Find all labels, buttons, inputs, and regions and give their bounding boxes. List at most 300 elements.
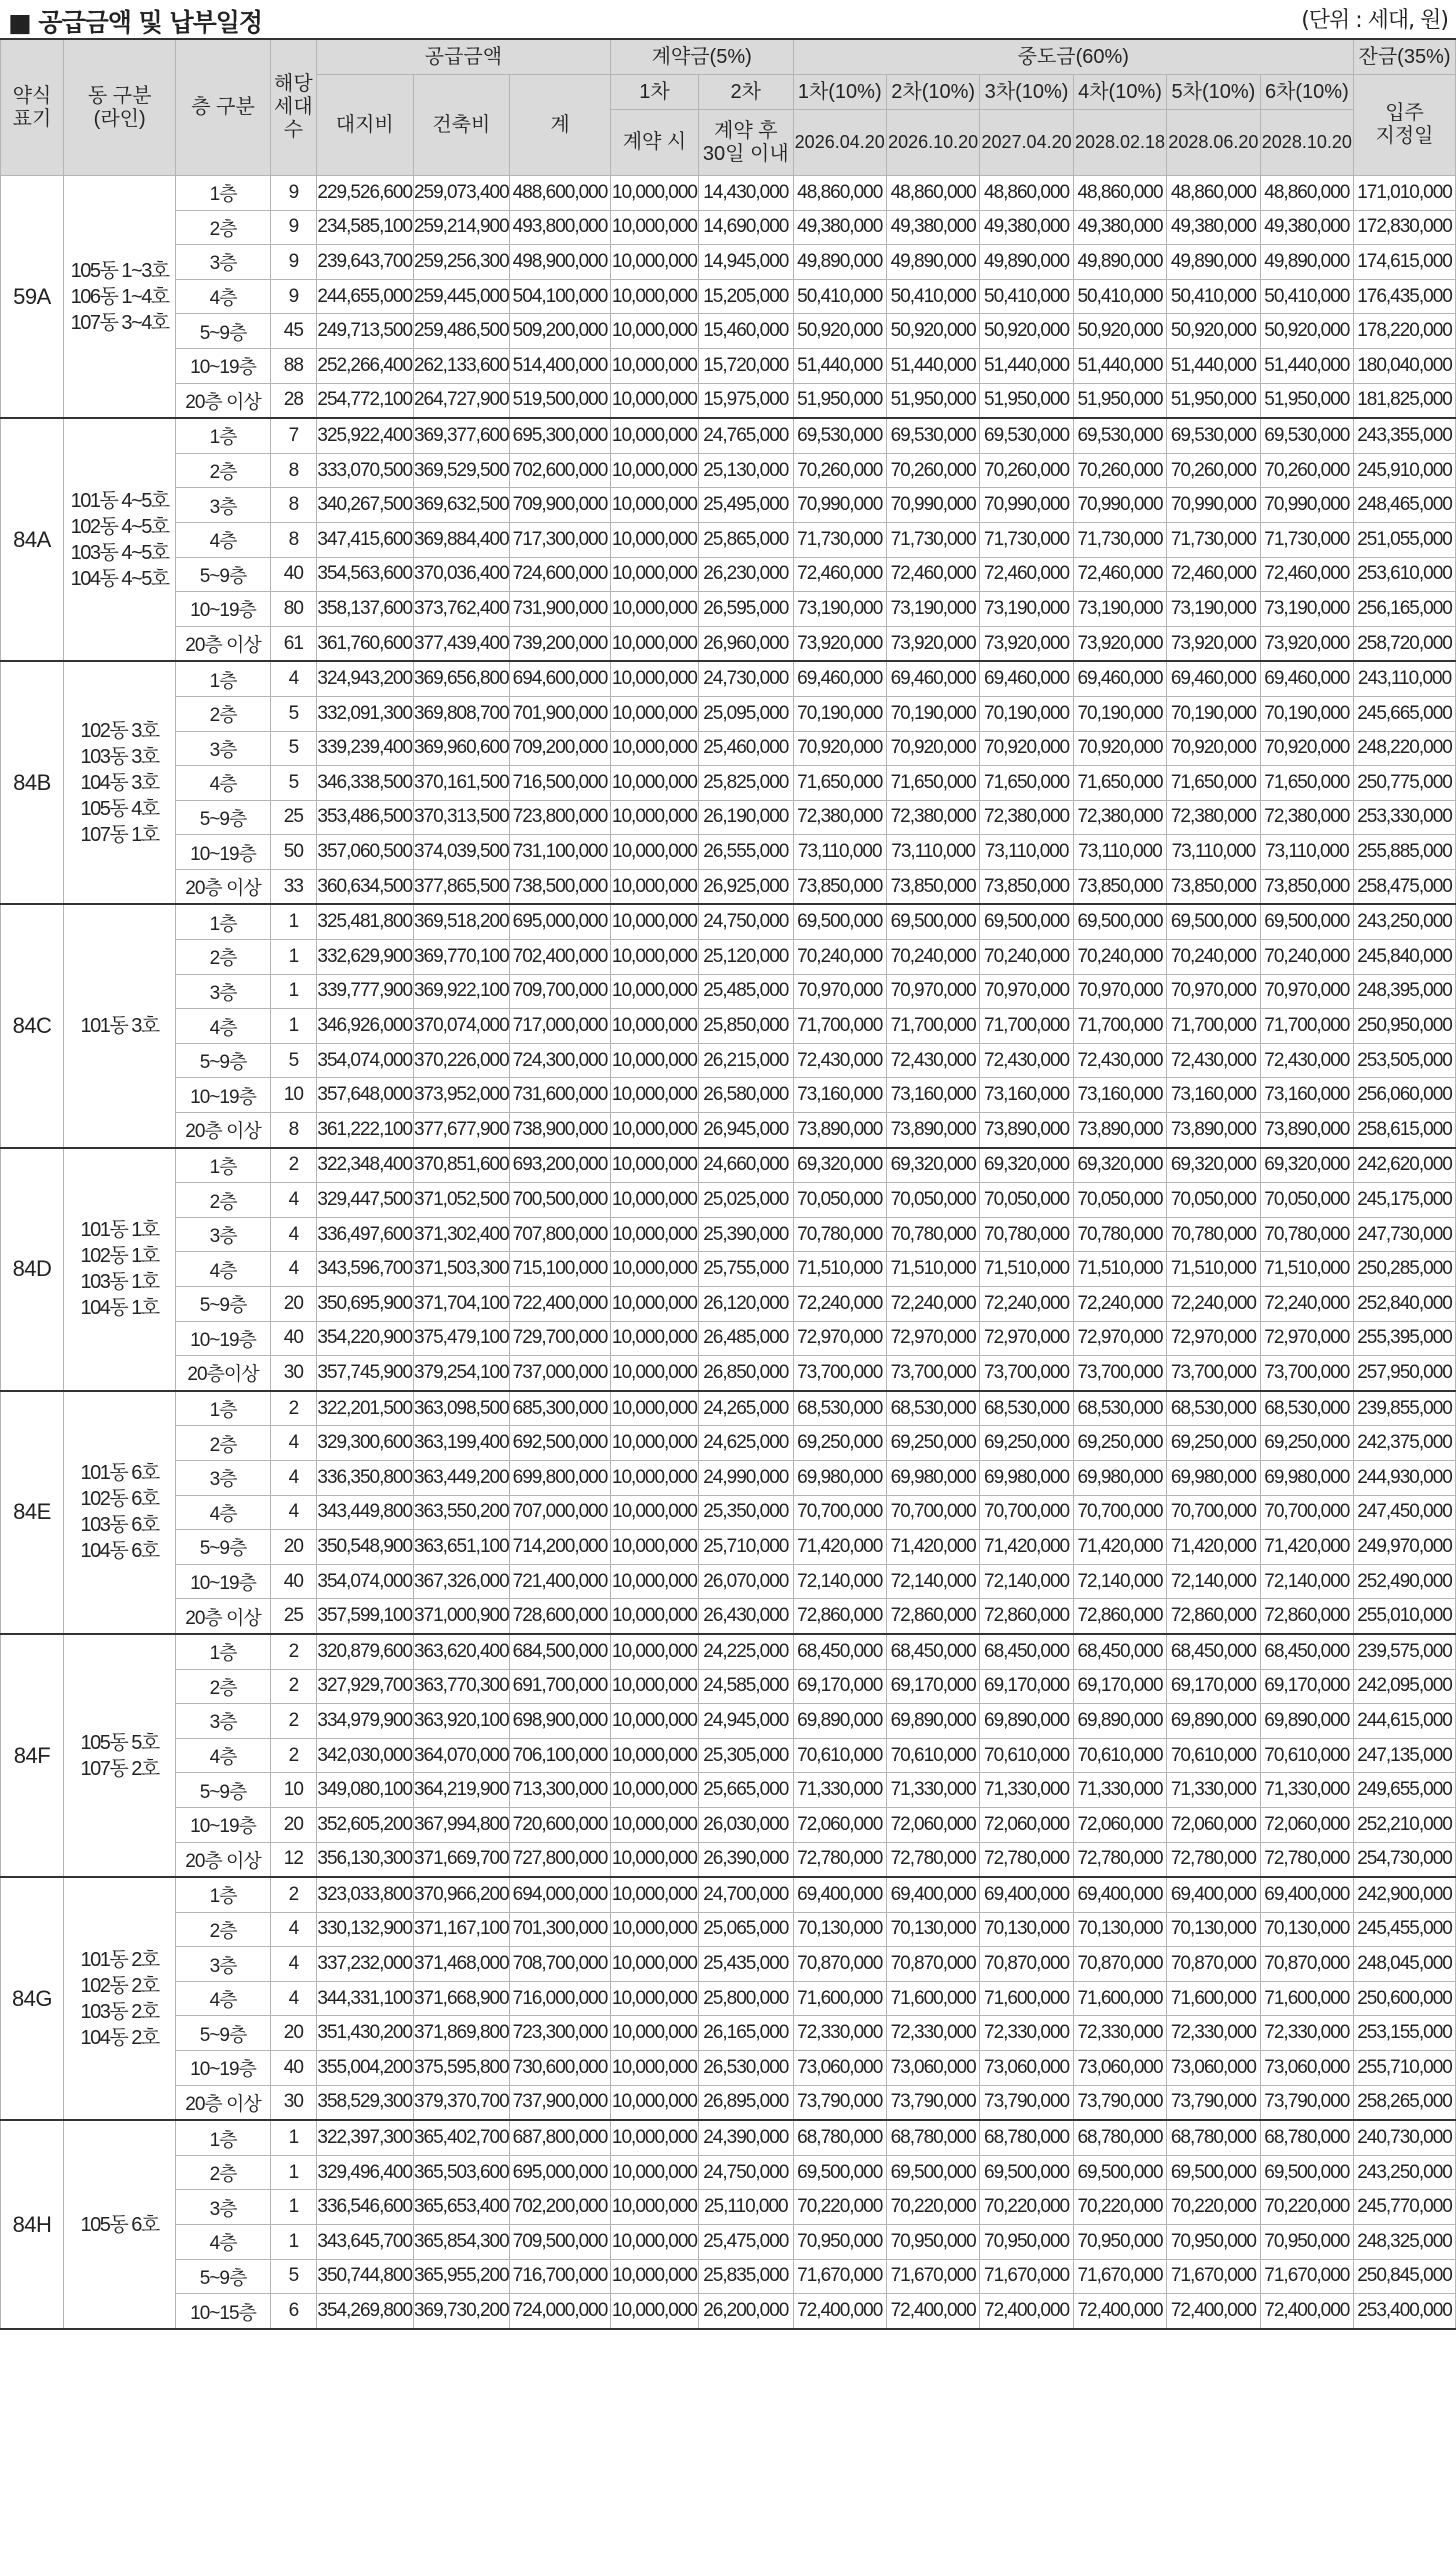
contract-1-cell: 10,000,000 — [610, 626, 698, 661]
middle-5-cell: 70,950,000 — [1167, 2225, 1260, 2260]
total-cell: 738,900,000 — [510, 1113, 611, 1148]
middle-5-cell: 73,890,000 — [1167, 1113, 1260, 1148]
units-cell: 8 — [270, 453, 316, 488]
middle-2-cell: 70,130,000 — [886, 1912, 979, 1947]
balance-cell: 258,615,000 — [1354, 1113, 1456, 1148]
units-cell: 30 — [270, 1356, 316, 1391]
middle-3-cell: 69,250,000 — [980, 1426, 1073, 1461]
middle-4-cell: 72,460,000 — [1073, 557, 1166, 592]
contract-1-cell: 10,000,000 — [610, 1148, 698, 1183]
middle-1-cell: 70,950,000 — [793, 2225, 886, 2260]
middle-2-cell: 68,450,000 — [886, 1634, 979, 1669]
middle-1-cell: 49,890,000 — [793, 245, 886, 280]
contract-2-cell: 26,850,000 — [699, 1356, 793, 1391]
middle-1-cell: 72,140,000 — [793, 1564, 886, 1599]
floor-cell: 10~19층 — [176, 1564, 270, 1599]
balance-cell: 255,710,000 — [1354, 2051, 1456, 2086]
middle-6-cell: 70,260,000 — [1260, 453, 1353, 488]
middle-1-cell: 70,870,000 — [793, 1947, 886, 1982]
contract-2-cell: 26,595,000 — [699, 592, 793, 627]
middle-6-cell: 73,700,000 — [1260, 1356, 1353, 1391]
balance-cell: 244,930,000 — [1354, 1460, 1456, 1495]
middle-2-cell: 72,970,000 — [886, 1321, 979, 1356]
middle-5-cell: 50,920,000 — [1167, 314, 1260, 349]
floor-cell: 4층 — [176, 1981, 270, 2016]
table-row — [1, 731, 1456, 766]
balance-cell: 180,040,000 — [1354, 348, 1456, 383]
middle-6-cell: 73,790,000 — [1260, 2085, 1353, 2120]
middle-6-cell: 69,500,000 — [1260, 904, 1353, 939]
floor-cell: 5~9층 — [176, 800, 270, 835]
contract-2-cell: 26,390,000 — [699, 1842, 793, 1877]
table-row — [1, 2085, 1456, 2120]
middle-1-cell: 72,400,000 — [793, 2294, 886, 2329]
middle-2-cell: 72,060,000 — [886, 1807, 979, 1842]
table-row — [1, 940, 1456, 975]
floor-cell: 3층 — [176, 1947, 270, 1982]
middle-6-cell: 71,670,000 — [1260, 2259, 1353, 2294]
units-cell: 25 — [270, 800, 316, 835]
middle-5-cell: 69,250,000 — [1167, 1426, 1260, 1461]
middle-5-cell: 70,190,000 — [1167, 696, 1260, 731]
middle-5-cell: 72,140,000 — [1167, 1564, 1260, 1599]
middle-4-cell: 69,890,000 — [1073, 1704, 1166, 1739]
building-cell: 370,036,400 — [413, 557, 510, 592]
middle-4-cell: 70,990,000 — [1073, 488, 1166, 523]
middle-6-cell: 73,160,000 — [1260, 1078, 1353, 1113]
middle-1-cell: 70,260,000 — [793, 453, 886, 488]
balance-cell: 251,055,000 — [1354, 522, 1456, 557]
contract-2-cell: 26,200,000 — [699, 2294, 793, 2329]
type-cell: 59A — [1, 176, 64, 419]
units-cell: 5 — [270, 731, 316, 766]
middle-5-cell: 50,410,000 — [1167, 279, 1260, 314]
building-cell: 374,039,500 — [413, 835, 510, 870]
contract-2-cell: 26,430,000 — [699, 1599, 793, 1634]
balance-cell: 253,505,000 — [1354, 1043, 1456, 1078]
building-cell: 259,256,300 — [413, 245, 510, 280]
middle-2-cell: 72,240,000 — [886, 1287, 979, 1322]
middle-2-cell: 70,610,000 — [886, 1738, 979, 1773]
middle-2-cell: 73,890,000 — [886, 1113, 979, 1148]
middle-4-cell: 70,240,000 — [1073, 940, 1166, 975]
middle-5-cell: 51,440,000 — [1167, 348, 1260, 383]
middle-2-cell: 72,330,000 — [886, 2016, 979, 2051]
dong-cell: 105동 6호 — [63, 2120, 175, 2329]
middle-6-cell: 71,730,000 — [1260, 522, 1353, 557]
units-cell: 1 — [270, 940, 316, 975]
building-cell: 369,770,100 — [413, 940, 510, 975]
table-row — [1, 1773, 1456, 1808]
building-cell: 369,730,200 — [413, 2294, 510, 2329]
middle-3-cell: 72,140,000 — [980, 1564, 1073, 1599]
floor-cell: 1층 — [176, 904, 270, 939]
middle-6-cell: 70,920,000 — [1260, 731, 1353, 766]
building-cell: 373,952,000 — [413, 1078, 510, 1113]
land-cell: 337,232,000 — [316, 1947, 413, 1982]
building-cell: 369,922,100 — [413, 974, 510, 1009]
table-row — [1, 626, 1456, 661]
total-cell: 723,800,000 — [510, 800, 611, 835]
table-row — [1, 1981, 1456, 2016]
units-cell: 28 — [270, 383, 316, 418]
building-cell: 370,313,500 — [413, 800, 510, 835]
units-cell: 5 — [270, 766, 316, 801]
contract-2-cell: 24,225,000 — [699, 1634, 793, 1669]
total-cell: 724,600,000 — [510, 557, 611, 592]
middle-4-cell: 70,780,000 — [1073, 1217, 1166, 1252]
total-cell: 731,900,000 — [510, 592, 611, 627]
floor-cell: 20층 이상 — [176, 869, 270, 904]
balance-cell: 243,110,000 — [1354, 661, 1456, 696]
middle-6-cell: 68,780,000 — [1260, 2120, 1353, 2155]
units-cell: 1 — [270, 2155, 316, 2190]
balance-cell: 242,095,000 — [1354, 1669, 1456, 1704]
building-cell: 369,518,200 — [413, 904, 510, 939]
middle-5-cell: 69,400,000 — [1167, 1877, 1260, 1912]
middle-1-cell: 71,670,000 — [793, 2259, 886, 2294]
header-balance-when: 입주 지정일 — [1354, 75, 1456, 176]
building-cell: 377,677,900 — [413, 1113, 510, 1148]
land-cell: 354,269,800 — [316, 2294, 413, 2329]
header-total: 계 — [510, 75, 611, 176]
middle-4-cell: 72,430,000 — [1073, 1043, 1166, 1078]
middle-2-cell: 71,670,000 — [886, 2259, 979, 2294]
middle-5-cell: 68,530,000 — [1167, 1391, 1260, 1426]
building-cell: 373,762,400 — [413, 592, 510, 627]
balance-cell: 254,730,000 — [1354, 1842, 1456, 1877]
middle-6-cell: 49,890,000 — [1260, 245, 1353, 280]
contract-1-cell: 10,000,000 — [610, 1113, 698, 1148]
header-contract-1: 1차 — [610, 75, 698, 110]
middle-5-cell: 71,730,000 — [1167, 522, 1260, 557]
middle-1-cell: 68,450,000 — [793, 1634, 886, 1669]
table-row — [1, 314, 1456, 349]
middle-5-cell: 73,160,000 — [1167, 1078, 1260, 1113]
floor-cell: 10~19층 — [176, 1807, 270, 1842]
units-cell: 4 — [270, 1183, 316, 1218]
header-contract-1-when: 계약 시 — [610, 110, 698, 176]
contract-2-cell: 25,475,000 — [699, 2225, 793, 2260]
table-row — [1, 974, 1456, 1009]
contract-1-cell: 10,000,000 — [610, 1460, 698, 1495]
balance-cell: 245,910,000 — [1354, 453, 1456, 488]
contract-1-cell: 10,000,000 — [610, 1078, 698, 1113]
floor-cell: 2층 — [176, 210, 270, 245]
contract-2-cell: 26,960,000 — [699, 626, 793, 661]
middle-6-cell: 70,990,000 — [1260, 488, 1353, 523]
contract-2-cell: 26,485,000 — [699, 1321, 793, 1356]
floor-cell: 5~9층 — [176, 557, 270, 592]
contract-1-cell: 10,000,000 — [610, 314, 698, 349]
floor-cell: 3층 — [176, 1460, 270, 1495]
table-row — [1, 488, 1456, 523]
middle-2-cell: 69,170,000 — [886, 1669, 979, 1704]
middle-2-cell: 70,190,000 — [886, 696, 979, 731]
balance-cell: 250,600,000 — [1354, 1981, 1456, 2016]
building-cell: 369,808,700 — [413, 696, 510, 731]
table-header — [1, 39, 1456, 176]
dong-cell: 101동 1호 102동 1호 103동 1호 104동 1호 — [63, 1148, 175, 1391]
floor-cell: 4층 — [176, 522, 270, 557]
contract-2-cell: 24,585,000 — [699, 1669, 793, 1704]
land-cell: 351,430,200 — [316, 2016, 413, 2051]
middle-3-cell: 69,460,000 — [980, 661, 1073, 696]
middle-4-cell: 69,170,000 — [1073, 1669, 1166, 1704]
middle-4-cell: 72,140,000 — [1073, 1564, 1166, 1599]
middle-4-cell: 70,050,000 — [1073, 1183, 1166, 1218]
table-row — [1, 2225, 1456, 2260]
contract-2-cell: 25,435,000 — [699, 1947, 793, 1982]
contract-1-cell: 10,000,000 — [610, 1877, 698, 1912]
middle-5-cell: 72,430,000 — [1167, 1043, 1260, 1078]
balance-cell: 248,220,000 — [1354, 731, 1456, 766]
balance-cell: 255,010,000 — [1354, 1599, 1456, 1634]
units-cell: 20 — [270, 1287, 316, 1322]
middle-5-cell: 69,500,000 — [1167, 2155, 1260, 2190]
balance-cell: 181,825,000 — [1354, 383, 1456, 418]
middle-5-cell: 71,700,000 — [1167, 1009, 1260, 1044]
middle-4-cell: 50,920,000 — [1073, 314, 1166, 349]
building-cell: 363,098,500 — [413, 1391, 510, 1426]
balance-cell: 178,220,000 — [1354, 314, 1456, 349]
balance-cell: 253,610,000 — [1354, 557, 1456, 592]
contract-1-cell: 10,000,000 — [610, 279, 698, 314]
units-cell: 45 — [270, 314, 316, 349]
table-row — [1, 2190, 1456, 2225]
contract-2-cell: 24,625,000 — [699, 1426, 793, 1461]
total-cell: 729,700,000 — [510, 1321, 611, 1356]
balance-cell: 255,395,000 — [1354, 1321, 1456, 1356]
total-cell: 708,700,000 — [510, 1947, 611, 1982]
contract-2-cell: 25,485,000 — [699, 974, 793, 1009]
table-row — [1, 2294, 1456, 2329]
middle-1-cell: 72,380,000 — [793, 800, 886, 835]
units-cell: 2 — [270, 1391, 316, 1426]
middle-5-cell: 73,190,000 — [1167, 592, 1260, 627]
units-cell: 33 — [270, 869, 316, 904]
middle-5-cell: 71,510,000 — [1167, 1252, 1260, 1287]
building-cell: 365,503,600 — [413, 2155, 510, 2190]
balance-cell: 253,155,000 — [1354, 2016, 1456, 2051]
middle-6-cell: 72,860,000 — [1260, 1599, 1353, 1634]
balance-cell: 247,730,000 — [1354, 1217, 1456, 1252]
middle-3-cell: 73,110,000 — [980, 835, 1073, 870]
middle-4-cell: 71,600,000 — [1073, 1981, 1166, 2016]
land-cell: 343,596,700 — [316, 1252, 413, 1287]
middle-1-cell: 72,330,000 — [793, 2016, 886, 2051]
units-cell: 4 — [270, 1981, 316, 2016]
middle-6-cell: 50,920,000 — [1260, 314, 1353, 349]
land-cell: 252,266,400 — [316, 348, 413, 383]
building-cell: 364,219,900 — [413, 1773, 510, 1808]
building-cell: 367,326,000 — [413, 1564, 510, 1599]
contract-1-cell: 10,000,000 — [610, 2120, 698, 2155]
middle-5-cell: 70,700,000 — [1167, 1495, 1260, 1530]
middle-2-cell: 68,780,000 — [886, 2120, 979, 2155]
contract-1-cell: 10,000,000 — [610, 2016, 698, 2051]
middle-4-cell: 72,330,000 — [1073, 2016, 1166, 2051]
middle-1-cell: 50,920,000 — [793, 314, 886, 349]
building-cell: 375,479,100 — [413, 1321, 510, 1356]
table-row — [1, 1495, 1456, 1530]
land-cell: 322,201,500 — [316, 1391, 413, 1426]
contract-2-cell: 26,230,000 — [699, 557, 793, 592]
total-cell: 727,800,000 — [510, 1842, 611, 1877]
contract-1-cell: 10,000,000 — [610, 766, 698, 801]
middle-3-cell: 73,160,000 — [980, 1078, 1073, 1113]
units-cell: 4 — [270, 1460, 316, 1495]
middle-4-cell: 70,700,000 — [1073, 1495, 1166, 1530]
header-contract-2: 2차 — [699, 75, 793, 110]
middle-5-cell: 69,980,000 — [1167, 1460, 1260, 1495]
balance-cell: 253,330,000 — [1354, 800, 1456, 835]
middle-2-cell: 71,700,000 — [886, 1009, 979, 1044]
land-cell: 254,772,100 — [316, 383, 413, 418]
middle-3-cell: 72,380,000 — [980, 800, 1073, 835]
middle-2-cell: 70,780,000 — [886, 1217, 979, 1252]
middle-4-cell: 69,500,000 — [1073, 2155, 1166, 2190]
middle-6-cell: 70,050,000 — [1260, 1183, 1353, 1218]
units-cell: 5 — [270, 2259, 316, 2294]
table-row — [1, 1183, 1456, 1218]
total-cell: 702,400,000 — [510, 940, 611, 975]
building-cell: 369,632,500 — [413, 488, 510, 523]
total-cell: 493,800,000 — [510, 210, 611, 245]
middle-2-cell: 51,440,000 — [886, 348, 979, 383]
table-row — [1, 1634, 1456, 1669]
middle-6-cell: 73,110,000 — [1260, 835, 1353, 870]
total-cell: 519,500,000 — [510, 383, 611, 418]
middle-2-cell: 70,920,000 — [886, 731, 979, 766]
contract-1-cell: 10,000,000 — [610, 592, 698, 627]
middle-5-cell: 72,860,000 — [1167, 1599, 1260, 1634]
middle-3-cell: 69,530,000 — [980, 418, 1073, 453]
middle-2-cell: 70,240,000 — [886, 940, 979, 975]
middle-5-cell: 72,970,000 — [1167, 1321, 1260, 1356]
middle-6-cell: 69,400,000 — [1260, 1877, 1353, 1912]
contract-1-cell: 10,000,000 — [610, 245, 698, 280]
middle-4-cell: 70,610,000 — [1073, 1738, 1166, 1773]
middle-3-cell: 70,870,000 — [980, 1947, 1073, 1982]
table-row — [1, 1113, 1456, 1148]
total-cell: 737,900,000 — [510, 2085, 611, 2120]
middle-3-cell: 69,400,000 — [980, 1877, 1073, 1912]
contract-2-cell: 15,975,000 — [699, 383, 793, 418]
type-cell: 84C — [1, 904, 64, 1147]
floor-cell: 2층 — [176, 1669, 270, 1704]
building-cell: 369,884,400 — [413, 522, 510, 557]
land-cell: 329,300,600 — [316, 1426, 413, 1461]
middle-6-cell: 73,060,000 — [1260, 2051, 1353, 2086]
middle-4-cell: 73,160,000 — [1073, 1078, 1166, 1113]
units-cell: 2 — [270, 1738, 316, 1773]
contract-1-cell: 10,000,000 — [610, 974, 698, 1009]
land-cell: 329,496,400 — [316, 2155, 413, 2190]
middle-4-cell: 72,400,000 — [1073, 2294, 1166, 2329]
header-middle-3-date: 2027.04.20 — [980, 110, 1073, 176]
header-middle-4-date: 2028.02.18 — [1073, 110, 1166, 176]
middle-4-cell: 73,190,000 — [1073, 592, 1166, 627]
building-cell: 371,869,800 — [413, 2016, 510, 2051]
land-cell: 343,449,800 — [316, 1495, 413, 1530]
contract-1-cell: 10,000,000 — [610, 696, 698, 731]
contract-1-cell: 10,000,000 — [610, 348, 698, 383]
middle-6-cell: 70,220,000 — [1260, 2190, 1353, 2225]
middle-2-cell: 73,190,000 — [886, 592, 979, 627]
total-cell: 691,700,000 — [510, 1669, 611, 1704]
land-cell: 352,605,200 — [316, 1807, 413, 1842]
total-cell: 700,500,000 — [510, 1183, 611, 1218]
middle-3-cell: 72,400,000 — [980, 2294, 1073, 2329]
land-cell: 354,220,900 — [316, 1321, 413, 1356]
middle-5-cell: 69,500,000 — [1167, 904, 1260, 939]
land-cell: 234,585,100 — [316, 210, 413, 245]
contract-1-cell: 10,000,000 — [610, 731, 698, 766]
balance-cell: 250,285,000 — [1354, 1252, 1456, 1287]
middle-1-cell: 69,400,000 — [793, 1877, 886, 1912]
floor-cell: 1층 — [176, 176, 270, 211]
total-cell: 720,600,000 — [510, 1807, 611, 1842]
middle-1-cell: 70,610,000 — [793, 1738, 886, 1773]
middle-3-cell: 73,700,000 — [980, 1356, 1073, 1391]
middle-1-cell: 70,050,000 — [793, 1183, 886, 1218]
balance-cell: 245,175,000 — [1354, 1183, 1456, 1218]
middle-2-cell: 70,700,000 — [886, 1495, 979, 1530]
floor-cell: 1층 — [176, 1634, 270, 1669]
land-cell: 332,091,300 — [316, 696, 413, 731]
building-cell: 363,620,400 — [413, 1634, 510, 1669]
units-cell: 5 — [270, 1043, 316, 1078]
total-cell: 694,000,000 — [510, 1877, 611, 1912]
header-middle-4: 4차(10%) — [1073, 75, 1166, 110]
building-cell: 363,199,400 — [413, 1426, 510, 1461]
units-cell: 7 — [270, 418, 316, 453]
building-cell: 379,254,100 — [413, 1356, 510, 1391]
middle-6-cell: 71,700,000 — [1260, 1009, 1353, 1044]
middle-5-cell: 70,240,000 — [1167, 940, 1260, 975]
table-row — [1, 2051, 1456, 2086]
middle-2-cell: 72,860,000 — [886, 1599, 979, 1634]
middle-1-cell: 68,530,000 — [793, 1391, 886, 1426]
land-cell: 339,777,900 — [316, 974, 413, 1009]
contract-1-cell: 10,000,000 — [610, 2294, 698, 2329]
contract-2-cell: 25,835,000 — [699, 2259, 793, 2294]
middle-5-cell: 49,380,000 — [1167, 210, 1260, 245]
table-row — [1, 1704, 1456, 1739]
balance-cell: 243,250,000 — [1354, 904, 1456, 939]
units-cell: 40 — [270, 1564, 316, 1599]
header-middle-3: 3차(10%) — [980, 75, 1073, 110]
balance-cell: 245,455,000 — [1354, 1912, 1456, 1947]
balance-cell: 247,135,000 — [1354, 1738, 1456, 1773]
middle-5-cell: 70,260,000 — [1167, 453, 1260, 488]
middle-3-cell: 72,330,000 — [980, 2016, 1073, 2051]
balance-cell: 247,450,000 — [1354, 1495, 1456, 1530]
middle-1-cell: 73,920,000 — [793, 626, 886, 661]
middle-3-cell: 69,500,000 — [980, 2155, 1073, 2190]
middle-4-cell: 70,950,000 — [1073, 2225, 1166, 2260]
building-cell: 259,486,500 — [413, 314, 510, 349]
middle-1-cell: 70,130,000 — [793, 1912, 886, 1947]
balance-cell: 248,045,000 — [1354, 1947, 1456, 1982]
header-land: 대지비 — [316, 75, 413, 176]
middle-6-cell: 72,970,000 — [1260, 1321, 1353, 1356]
middle-2-cell: 69,500,000 — [886, 2155, 979, 2190]
balance-cell: 249,970,000 — [1354, 1530, 1456, 1565]
total-cell: 693,200,000 — [510, 1148, 611, 1183]
middle-5-cell: 71,670,000 — [1167, 2259, 1260, 2294]
